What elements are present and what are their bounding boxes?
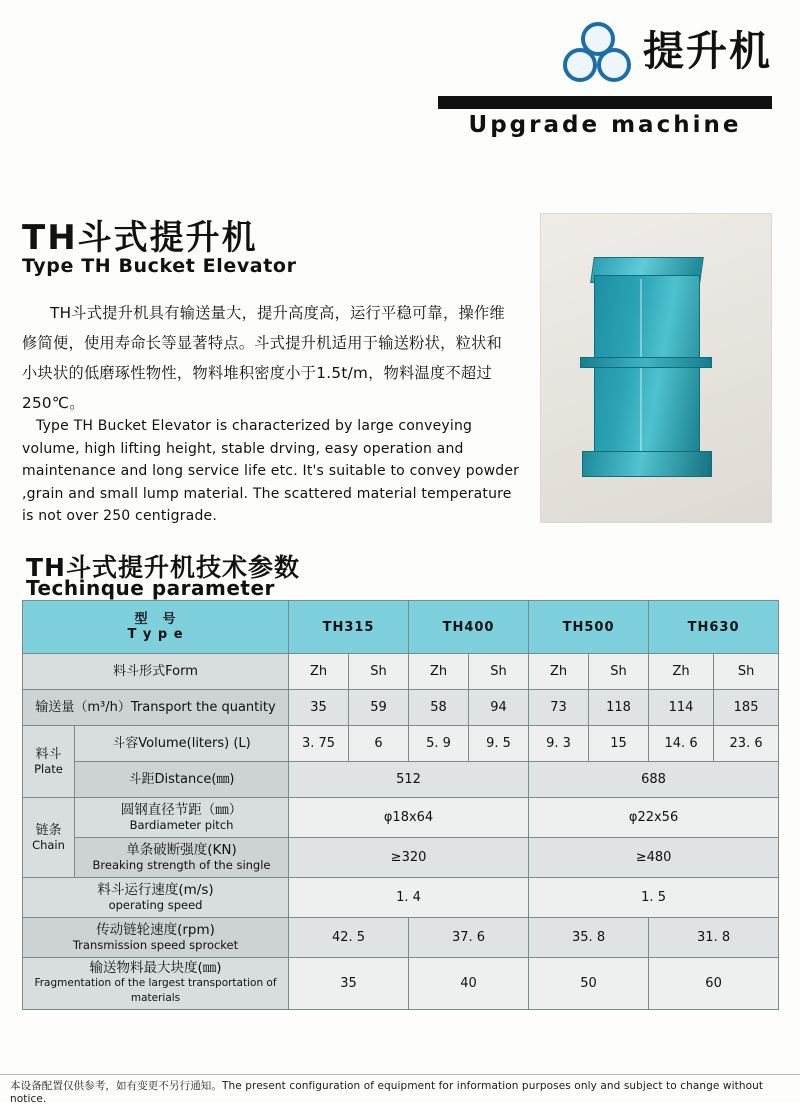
row-label-bar-pitch-en: Bardiameter pitch	[129, 817, 234, 832]
table-row-breaking	[23, 838, 779, 878]
cell-fragmentation-2: 50	[529, 958, 649, 1010]
group-label-chain-en: Chain	[32, 837, 65, 852]
cell-volume-1: 6	[349, 726, 409, 762]
cell-form-6: Zh	[649, 654, 714, 690]
spec-heading-en: Techinque parameter	[26, 576, 275, 600]
table-row-fragmentation	[23, 958, 779, 1010]
cell-transport-3: 94	[469, 690, 529, 726]
row-label-sprocket-cn: 传动链轮速度(rpm)	[96, 921, 215, 938]
cell-transport-7: 185	[714, 690, 779, 726]
row-label-fragmentation-cn: 输送物料最大块度(㎜)	[89, 960, 222, 976]
row-label-fragmentation-en: Fragmentation of the largest transportation of materials	[34, 977, 277, 1004]
cell-breaking-1: ≥480	[529, 838, 779, 878]
cell-sprocket-3: 31. 8	[649, 918, 779, 958]
group-label-plate-en: Plate	[34, 761, 63, 776]
cell-form-7: Sh	[714, 654, 779, 690]
type-header-en: T y p e	[127, 627, 184, 642]
cell-transport-6: 114	[649, 690, 714, 726]
cell-bar-pitch-1: φ22x56	[529, 798, 779, 838]
cell-form-2: Zh	[409, 654, 469, 690]
page-header	[0, 0, 800, 150]
cell-fragmentation-1: 40	[409, 958, 529, 1010]
three-circles-logo-icon	[563, 22, 629, 80]
row-label-breaking-en: Breaking strength of the single	[92, 857, 271, 872]
cell-transport-4: 73	[529, 690, 589, 726]
specification-table	[22, 600, 779, 1010]
table-row-distance	[23, 762, 779, 798]
cell-transport-5: 118	[589, 690, 649, 726]
cell-volume-6: 14. 6	[649, 726, 714, 762]
table-row-form	[23, 654, 779, 690]
row-label-bar-pitch-cn: 圆钢直径节距（㎜）	[120, 801, 243, 818]
row-label-speed	[23, 878, 289, 918]
description-en: Type TH Bucket Elevator is characterized by large conveying volume, high lifting height, stable drving, easy operation and maintenance and long service life etc. It's suitable to convey powder ,grain and small lump material. The scattered material temperature is not over 250 centigrade.	[22, 418, 520, 524]
footer-note: 本设备配置仅供参考，如有变更不另行通知。The present configuration of equipment for information purposes only and subject to change without notice.	[10, 1080, 764, 1105]
cell-bar-pitch-0: φ18x64	[289, 798, 529, 838]
row-label-transport: 输送量（m³/h）Transport the quantity	[23, 690, 289, 726]
cell-volume-0: 3. 75	[289, 726, 349, 762]
product-photo	[540, 213, 772, 523]
spec-heading-cn: TH斗式提升机技术参数	[26, 553, 300, 582]
cell-volume-7: 23. 6	[714, 726, 779, 762]
cell-distance-0: 512	[289, 762, 529, 798]
table-row-speed	[23, 878, 779, 918]
model-th400: TH400	[409, 601, 529, 654]
cell-distance-1: 688	[529, 762, 779, 798]
cell-form-0: Zh	[289, 654, 349, 690]
page-title-en: Type TH Bucket Elevator	[22, 255, 297, 277]
row-label-form: 料斗形式Form	[23, 654, 289, 690]
model-th630: TH630	[649, 601, 779, 654]
cell-form-4: Zh	[529, 654, 589, 690]
row-label-fragmentation	[23, 958, 289, 1010]
model-th500: TH500	[529, 601, 649, 654]
header-divider-bar	[438, 96, 772, 109]
brand-lockup	[563, 22, 772, 80]
description-cn: TH斗式提升机具有输送量大，提升高度高，运行平稳可靠，操作维修简便，使用寿命长等显著特点。斗式提升机适用于输送粉状，粒状和小块状的低磨琢性物性，物料堆积密度小于1.5t/m，物料温度不超过250℃。	[22, 304, 505, 412]
cell-form-1: Sh	[349, 654, 409, 690]
table-header-row	[23, 601, 779, 654]
table-row-volume	[23, 726, 779, 762]
cell-volume-5: 15	[589, 726, 649, 762]
group-label-chain-cn: 链条	[35, 822, 62, 838]
cell-speed-0: 1. 4	[289, 878, 529, 918]
type-header-cn: 型 号	[134, 612, 177, 627]
cell-transport-0: 35	[289, 690, 349, 726]
row-label-speed-en: operating speed	[108, 897, 203, 912]
model-th315: TH315	[289, 601, 409, 654]
cell-sprocket-0: 42. 5	[289, 918, 409, 958]
cell-volume-2: 5. 9	[409, 726, 469, 762]
bucket-elevator-illustration	[580, 253, 710, 481]
group-label-chain	[23, 798, 75, 878]
row-label-breaking	[75, 838, 289, 878]
row-label-speed-cn: 料斗运行速度(m/s)	[97, 881, 214, 898]
cell-sprocket-1: 37. 6	[409, 918, 529, 958]
group-label-plate	[23, 726, 75, 798]
cell-speed-1: 1. 5	[529, 878, 779, 918]
type-header-cell	[23, 601, 289, 654]
table-row-transport	[23, 690, 779, 726]
table-row-bar-pitch	[23, 798, 779, 838]
cell-volume-3: 9. 5	[469, 726, 529, 762]
row-label-sprocket-en: Transmission speed sprocket	[72, 937, 239, 952]
table-row-sprocket	[23, 918, 779, 958]
cell-form-3: Sh	[469, 654, 529, 690]
cell-sprocket-2: 35. 8	[529, 918, 649, 958]
row-label-volume: 斗容Volume(liters) (L)	[75, 726, 289, 762]
row-label-sprocket	[23, 918, 289, 958]
row-label-breaking-cn: 单条破断强度(KN)	[126, 841, 237, 858]
row-label-distance: 斗距Distance(㎜)	[75, 762, 289, 798]
cell-breaking-0: ≥320	[289, 838, 529, 878]
page-title-cn: TH斗式提升机	[22, 218, 258, 258]
cell-form-5: Sh	[589, 654, 649, 690]
brand-title-en: Upgrade machine	[468, 112, 742, 138]
footer-divider	[0, 1074, 800, 1075]
cell-transport-1: 59	[349, 690, 409, 726]
group-label-plate-cn: 料斗	[35, 746, 62, 762]
cell-transport-2: 58	[409, 690, 469, 726]
brand-title-cn: 提升机	[643, 26, 772, 75]
cell-volume-4: 9. 3	[529, 726, 589, 762]
row-label-bar-pitch	[75, 798, 289, 838]
cell-fragmentation-0: 35	[289, 958, 409, 1010]
cell-fragmentation-3: 60	[649, 958, 779, 1010]
